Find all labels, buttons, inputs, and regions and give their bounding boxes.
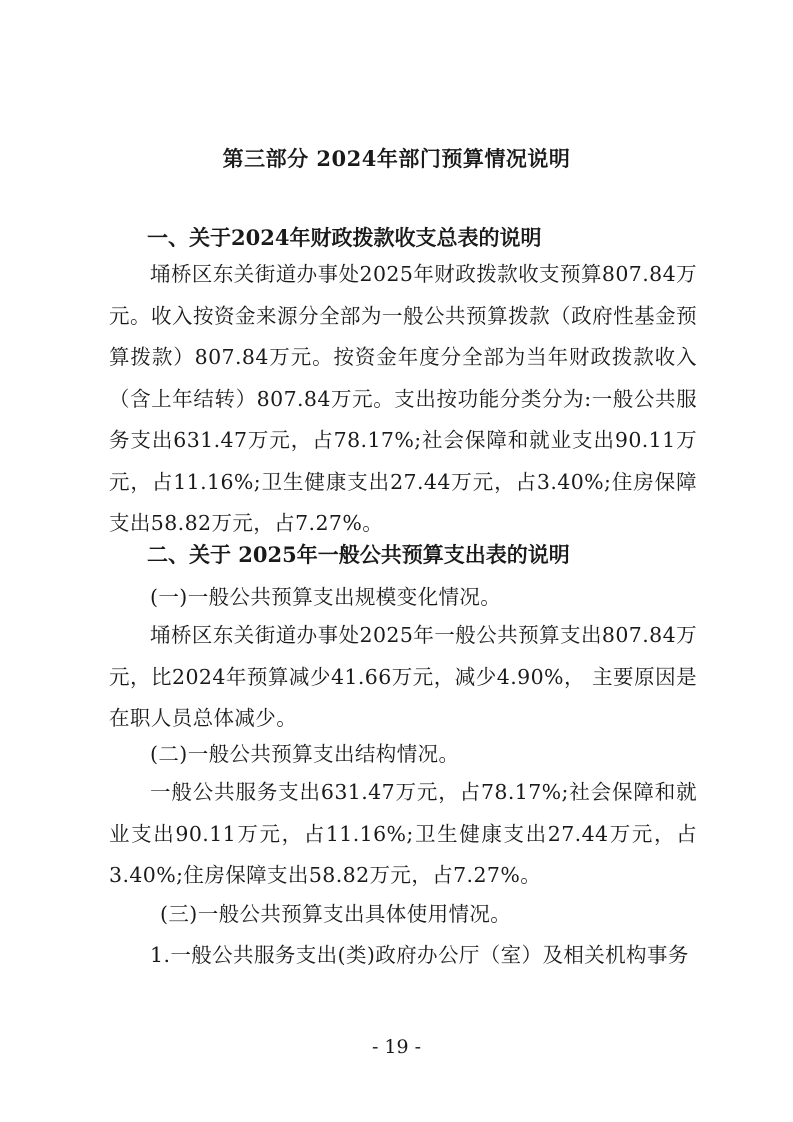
section2-heading: 二、关于 2025年一般公共预算支出表的说明 xyxy=(147,542,570,567)
page-number: - 19 - xyxy=(371,1036,422,1058)
section1-paragraph: 埇桥区东关街道办事处2025年财政拨款收支预算807.84万元。收入按资金来源分全部为一般公共预算拨款（政府性基金预算拨款）807.84万元。按资金年度分全部为当年财政拨款收入（含上年结转）807.84万元。支出按功能分类分为:一般公共服务支出631.47万元，占78.17%;社会保障和就业支出90.11万元，占11.16%;卫生健康支出27.44万元，占3.40%;住房保障支出58.82万元，占7.27%。 xyxy=(109,262,697,535)
subsection2-paragraph: 一般公共服务支出631.47万元，占78.17%;社会保障和就业支出90.11万元，占11.16%;卫生健康支出27.44万元，占3.40%;住房保障支出58.82万元，占7.27%。 xyxy=(109,780,697,887)
page-title: 第三部分 2024年部门预算情况说明 xyxy=(222,146,571,171)
subsection2-heading: (二)一般公共预算支出结构情况。 xyxy=(150,742,460,766)
subsection1-paragraph: 埇桥区东关街道办事处2025年一般公共预算支出807.84万元，比2024年预算减少41.66万元，减少4.90%， 主要原因是在职人员总体减少。 xyxy=(109,623,697,730)
section1-heading: 一、关于2024年财政拨款收支总表的说明 xyxy=(147,225,542,250)
item1-text: 1.一般公共服务支出(类)政府办公厅（室）及相关机构事务 xyxy=(150,943,689,967)
subsection3-heading: (三)一般公共预算支出具体使用情况。 xyxy=(160,902,512,926)
subsection1-heading: (一)一般公共预算支出规模变化情况。 xyxy=(150,585,502,609)
